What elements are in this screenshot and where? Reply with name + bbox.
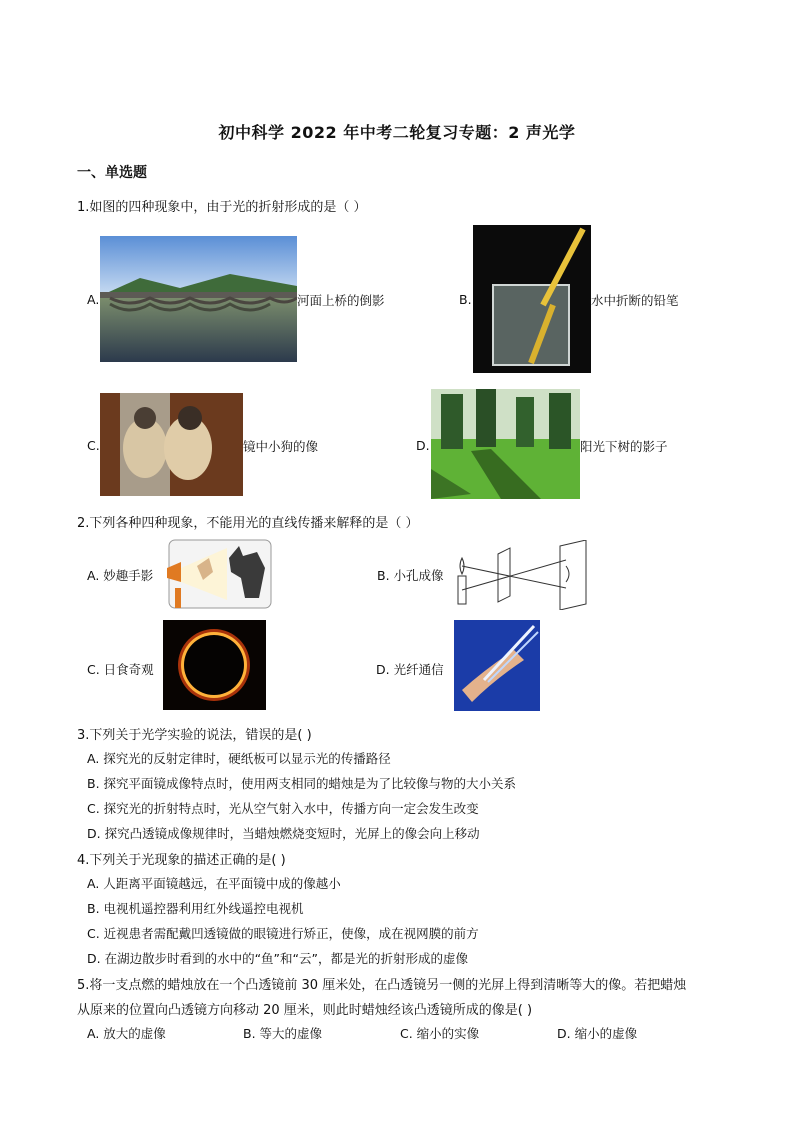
q4-option-a: A. 人距离平面镜越远，在平面镜中成的像越小 xyxy=(87,876,341,891)
hand-shadow-image xyxy=(167,538,273,610)
question-5-stem-line1: 5.将一支点燃的蜡烛放在一个凸透镜前 30 厘米处，在凸透镜另一侧的光屏上得到清晰等大的像。若把蜡烛 xyxy=(77,978,687,993)
q2-option-b: B. 小孔成像 xyxy=(377,568,444,583)
q2-option-a: A. 妙趣手影 xyxy=(87,568,154,583)
q1-option-b-letter: B. xyxy=(459,292,472,307)
q2-option-d: D. 光纤通信 xyxy=(376,662,444,677)
q5-option-c: C. 缩小的实像 xyxy=(400,1026,480,1041)
q4-option-c: C. 近视患者需配戴凹透镜做的眼镜进行矫正，使像，成在视网膜的前方 xyxy=(87,926,479,941)
question-3-stem: 3.下列关于光学实验的说法，错误的是( ) xyxy=(77,728,312,743)
question-4-stem: 4.下列关于光现象的描述正确的是( ) xyxy=(77,853,286,868)
q4-option-d: D. 在湖边散步时看到的水中的“鱼”和“云”，都是光的折射形成的虚像 xyxy=(87,951,468,966)
optical-fiber-image xyxy=(454,620,540,711)
tree-shadow-image xyxy=(431,389,580,499)
bridge-reflection-image xyxy=(100,236,297,362)
question-5-stem-line2: 从原来的位置向凸透镜方向移动 20 厘米，则此时蜡烛经该凸透镜所成的像是( ) xyxy=(77,1003,533,1018)
page-title: 初中科学 2022 年中考二轮复习专题：2 声光学 xyxy=(218,123,576,142)
q3-option-a: A. 探究光的反射定律时，硬纸板可以显示光的传播路径 xyxy=(87,751,391,766)
dog-mirror-image xyxy=(100,393,243,496)
q1-option-c-letter: C. xyxy=(87,438,100,453)
q5-option-b: B. 等大的虚像 xyxy=(243,1026,323,1041)
q1-option-a-caption: 河面上桥的倒影 xyxy=(297,293,385,308)
q3-option-b: B. 探究平面镜成像特点时，使用两支相同的蜡烛是为了比较像与物的大小关系 xyxy=(87,776,517,791)
q2-option-c: C. 日食奇观 xyxy=(87,662,154,677)
q1-option-d-caption: 阳光下树的影子 xyxy=(580,439,668,454)
pencil-in-water-image xyxy=(473,225,591,373)
q1-option-d-letter: D. xyxy=(416,438,430,453)
q1-option-c-caption: 镜中小狗的像 xyxy=(243,439,319,454)
section-heading: 一、单选题 xyxy=(77,165,147,181)
q5-option-a: A. 放大的虚像 xyxy=(87,1026,166,1041)
pinhole-camera-diagram xyxy=(454,540,591,610)
question-2-stem: 2.下列各种四种现象，不能用光的直线传播来解释的是（ ） xyxy=(77,516,419,531)
q4-option-b: B. 电视机遥控器利用红外线遥控电视机 xyxy=(87,901,304,916)
solar-eclipse-image xyxy=(163,620,266,710)
q3-option-d: D. 探究凸透镜成像规律时，当蜡烛燃烧变短时，光屏上的像会向上移动 xyxy=(87,826,480,841)
q5-option-d: D. 缩小的虚像 xyxy=(557,1026,638,1041)
q1-option-b-caption: 水中折断的铅笔 xyxy=(591,293,679,308)
q3-option-c: C. 探究光的折射特点时，光从空气射入水中，传播方向一定会发生改变 xyxy=(87,801,479,816)
q1-option-a-letter: A. xyxy=(87,292,100,307)
question-1-stem: 1.如图的四种现象中，由于光的折射形成的是（ ） xyxy=(77,200,367,215)
